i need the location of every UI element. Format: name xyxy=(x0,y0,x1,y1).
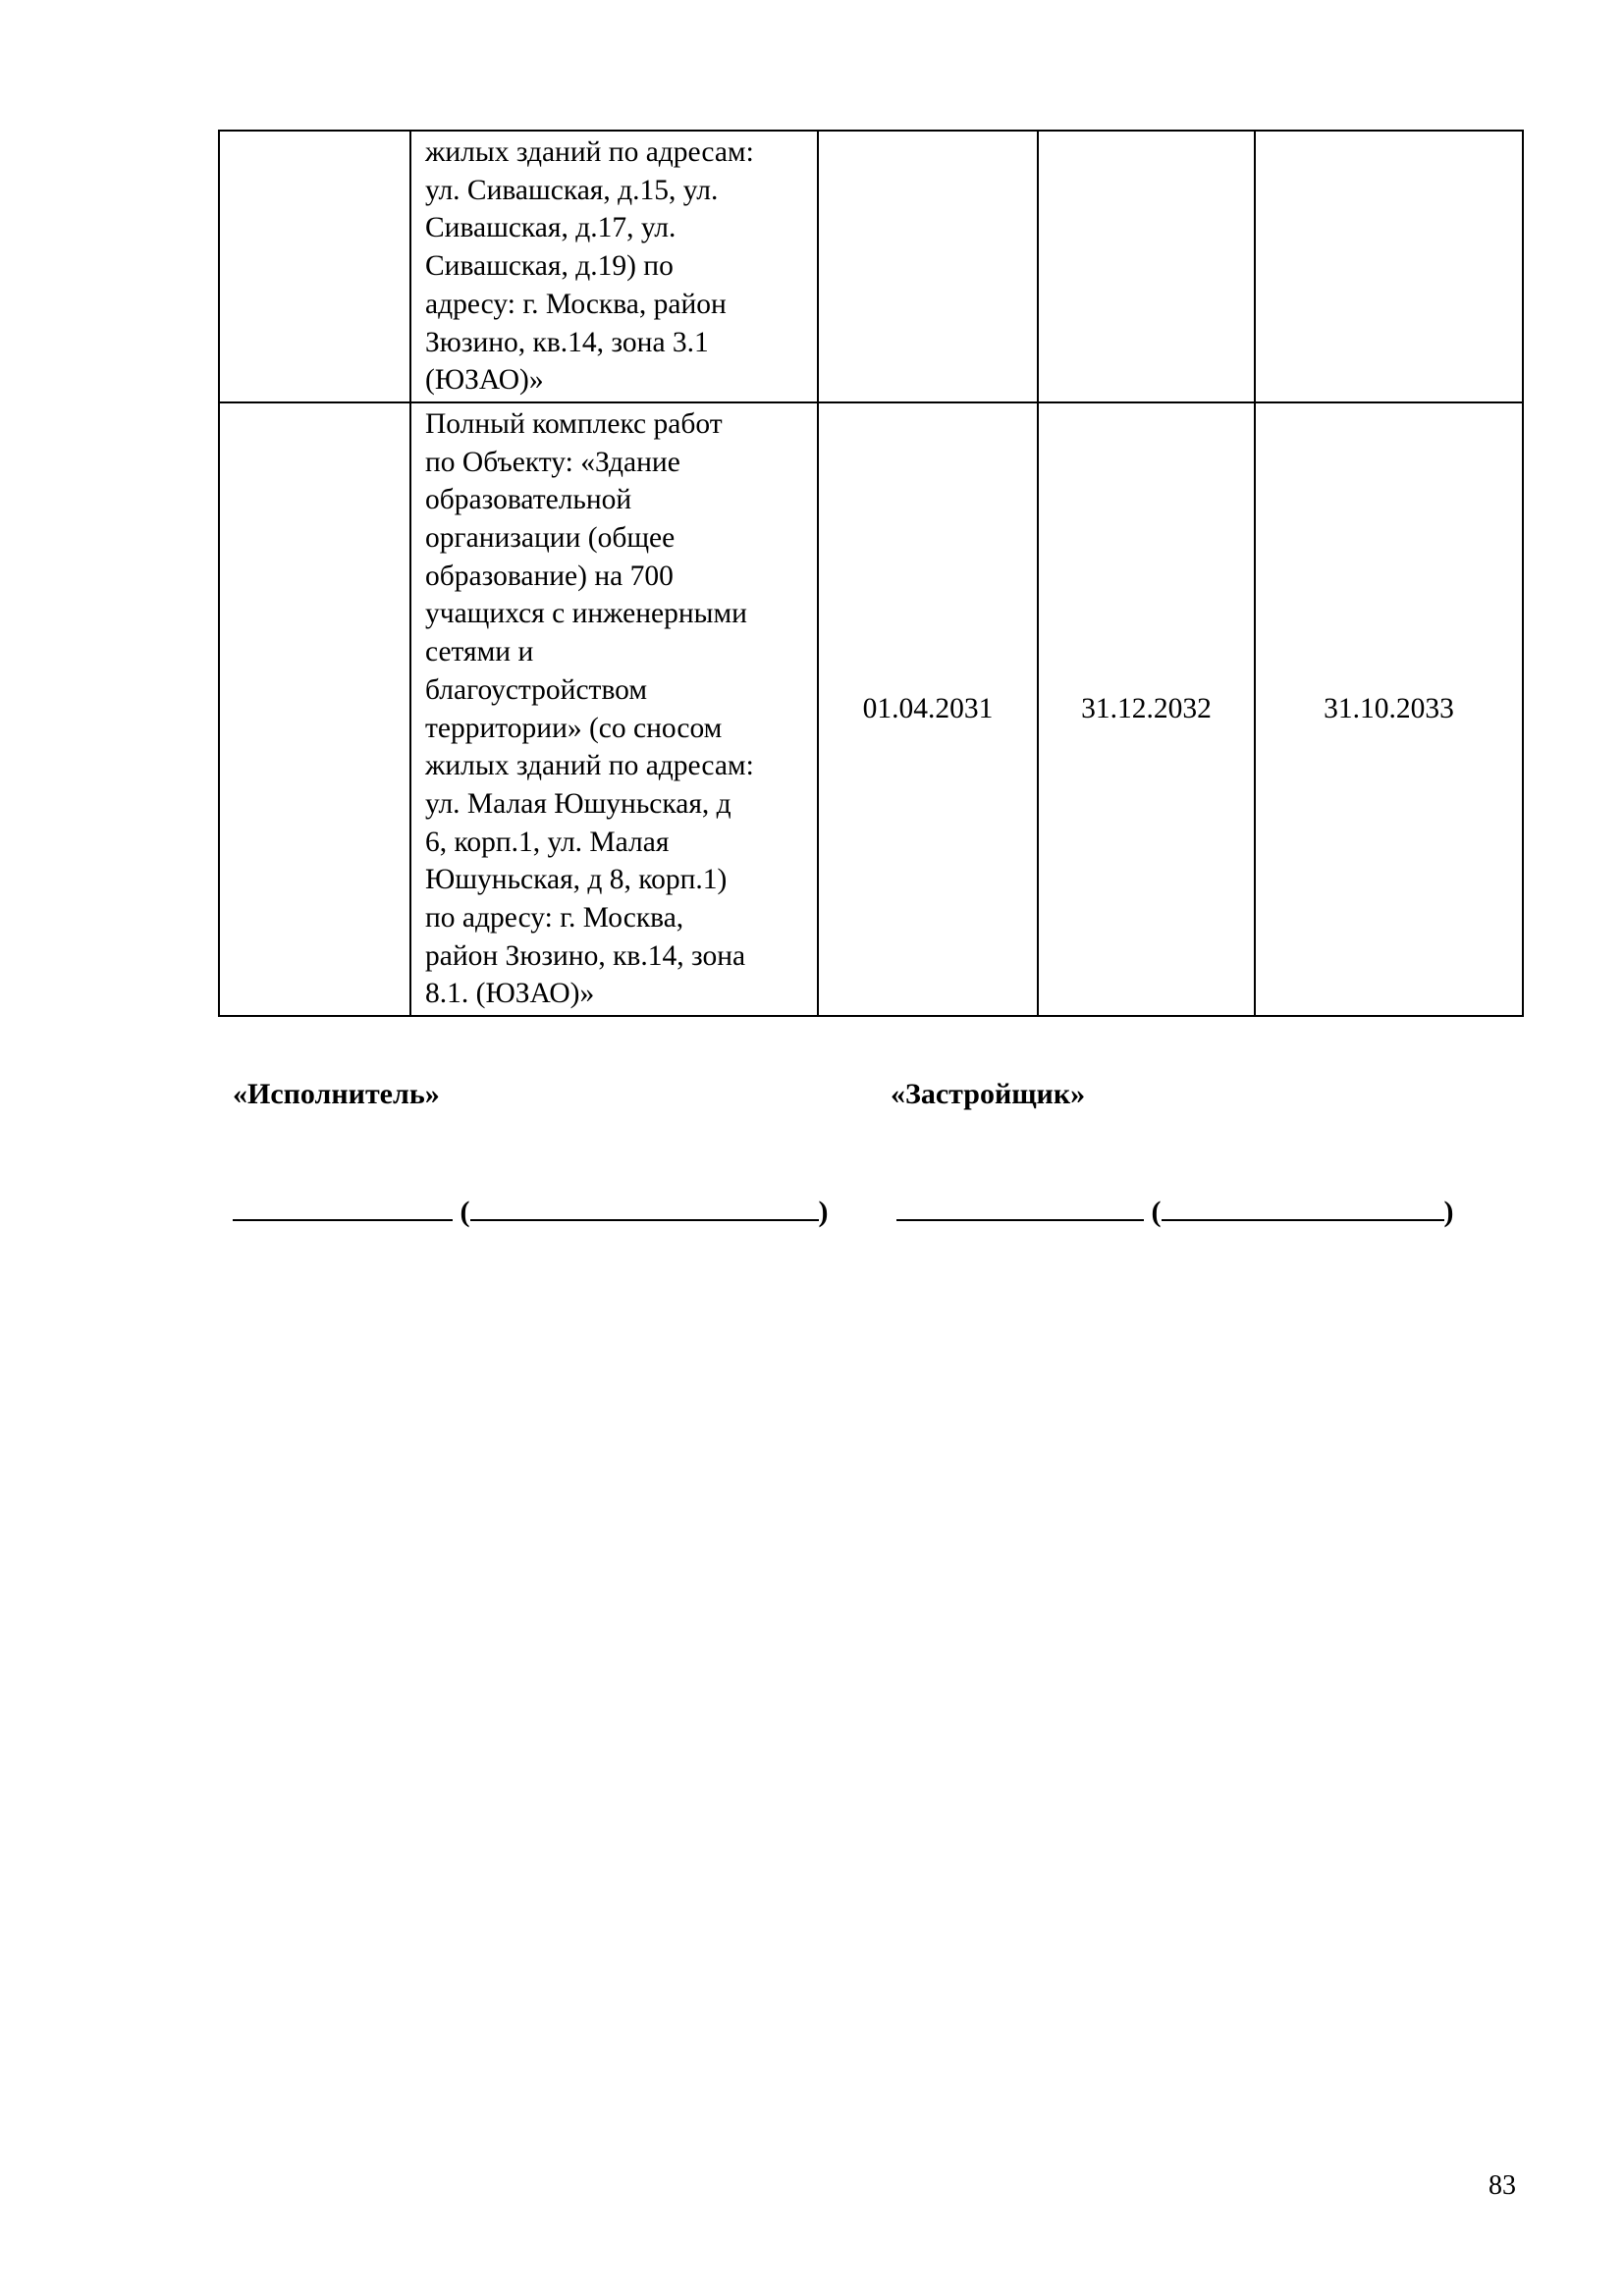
works-schedule-table xyxy=(218,130,1524,1017)
executor-signature-line xyxy=(233,1190,829,1230)
open-paren: ( xyxy=(1151,1196,1162,1228)
end-date-cell: 31.12.2032 xyxy=(1038,402,1255,1016)
executor-signature-blank xyxy=(233,1190,453,1221)
start-date-cell: 01.04.2031 xyxy=(818,402,1038,1016)
executor-name-blank xyxy=(470,1190,819,1221)
table-row xyxy=(219,402,1523,1016)
developer-name-blank xyxy=(1162,1190,1444,1221)
work-description-text: жилых зданий по адресам: ул. Сивашская, д.15, ул. Сивашская, д.17, ул. Сивашская, д.19) по адресу: г. Москва, район Зюзино, кв.14, зона 3.1 (ЮЗАО)» xyxy=(425,136,754,397)
table-row xyxy=(219,131,1523,402)
row-number-cell xyxy=(219,131,410,402)
final-date-cell xyxy=(1255,131,1523,402)
open-paren: ( xyxy=(460,1196,470,1228)
developer-signature-blank xyxy=(896,1190,1144,1221)
work-description-cell xyxy=(410,131,818,402)
developer-label: «Застройщик» xyxy=(891,1078,1086,1110)
developer-signature-line xyxy=(896,1190,1454,1230)
end-date-cell xyxy=(1038,131,1255,402)
final-date-cell: 31.10.2033 xyxy=(1255,402,1523,1016)
executor-label: «Исполнитель» xyxy=(233,1078,440,1110)
row-number-cell xyxy=(219,402,410,1016)
work-description-text: Полный комплекс работ по Объекту: «Здание образовательной организации (общее образование) на 700 учащихся с инженерными сетями и благоустройством территории» (со сносом жилых зданий по адресам: ул. Малая Юшуньская, д 6, корп.1, ул. Малая Юшуньская, д 8, корп.1) по адресу: г. Москва, район Зюзино, кв.14, зона 8.1. (ЮЗАО)» xyxy=(425,407,754,1010)
page-number: 83 xyxy=(1489,2170,1516,2201)
work-description-cell xyxy=(410,402,818,1016)
close-paren: ) xyxy=(818,1196,829,1228)
close-paren: ) xyxy=(1443,1196,1454,1228)
start-date-cell xyxy=(818,131,1038,402)
